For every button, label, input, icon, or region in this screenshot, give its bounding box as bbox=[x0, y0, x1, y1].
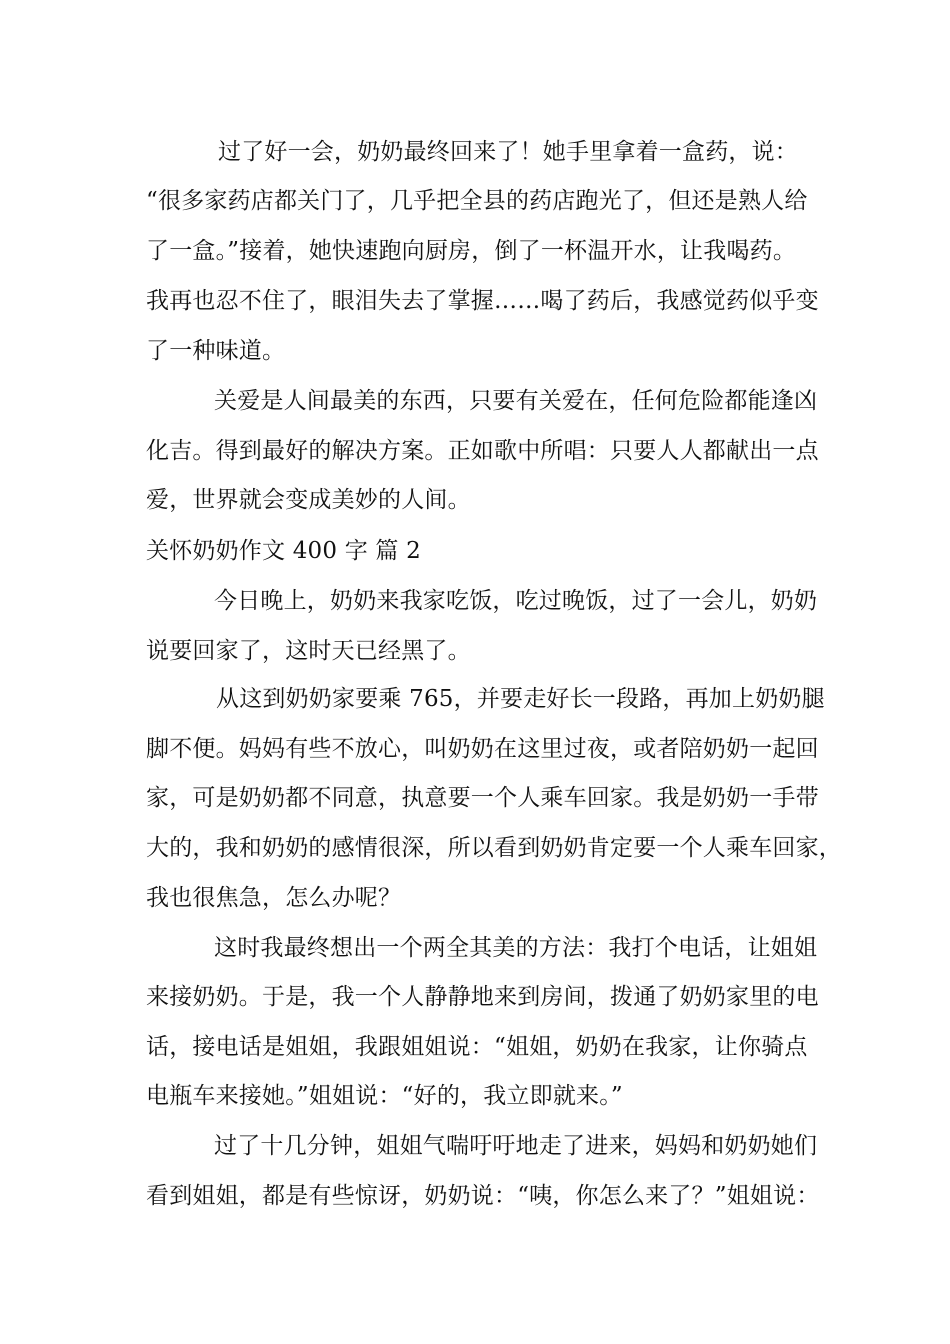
section-heading: 关怀奶奶作文 400 字 篇 2 bbox=[146, 538, 421, 564]
text-line: 关爱是人间最美的东西，只要有关爱在，任何危险都能逢凶 bbox=[214, 388, 818, 414]
text-line: 这时我最终想出一个两全其美的方法：我打个电话，让姐姐 bbox=[214, 935, 818, 961]
text-line: 电瓶车来接她。”姐姐说：“好的，我立即就来。” bbox=[146, 1083, 623, 1109]
text-line: 过了好一会，奶奶最终回来了！她手里拿着一盒药，说： bbox=[218, 139, 798, 165]
text-line: 话，接电话是姐姐，我跟姐姐说：“姐姐，奶奶在我家，让你骑点 bbox=[146, 1034, 808, 1060]
text-line: 化吉。得到最好的解决方案。正如歌中所唱：只要人人都献出一点 bbox=[146, 438, 819, 464]
text-line: 从这到奶奶家要乘 765，并要走好长一段路，再加上奶奶腿 bbox=[216, 686, 825, 712]
text-line: 看到姐姐，都是有些惊讶，奶奶说：“咦，你怎么来了？”姐姐说： bbox=[146, 1183, 820, 1209]
text-line: 家，可是奶奶都不同意，执意要一个人乘车回家。我是奶奶一手带 bbox=[146, 785, 819, 811]
text-line: 脚不便。妈妈有些不放心，叫奶奶在这里过夜，或者陪奶奶一起回 bbox=[146, 736, 819, 762]
text-line: 说要回家了，这时天已经黑了。 bbox=[146, 638, 471, 664]
text-line: 爱，世界就会变成美妙的人间。 bbox=[146, 487, 471, 513]
text-line: 过了十几分钟，姐姐气喘吁吁地走了进来，妈妈和奶奶她们 bbox=[214, 1133, 818, 1159]
text-line: 来接奶奶。于是，我一个人静静地来到房间，拨通了奶奶家里的电 bbox=[146, 984, 819, 1010]
text-line: 大的，我和奶奶的感情很深，所以看到奶奶肯定要一个人乘车回家， bbox=[146, 835, 842, 861]
text-line: 了一种味道。 bbox=[146, 338, 286, 364]
text-line: “很多家药店都关门了，几乎把全县的药店跑光了，但还是熟人给 bbox=[146, 188, 808, 214]
text-line: 了一盒。”接着，她快速跑向厨房，倒了一杯温开水，让我喝药。 bbox=[146, 238, 797, 264]
text-line: 今日晚上，奶奶来我家吃饭，吃过晚饭，过了一会儿，奶奶 bbox=[214, 588, 818, 614]
text-line: 我也很焦急，怎么办呢？ bbox=[146, 885, 402, 911]
text-line: 我再也忍不住了，眼泪失去了掌握……喝了药后，我感觉药似乎变 bbox=[146, 288, 819, 314]
